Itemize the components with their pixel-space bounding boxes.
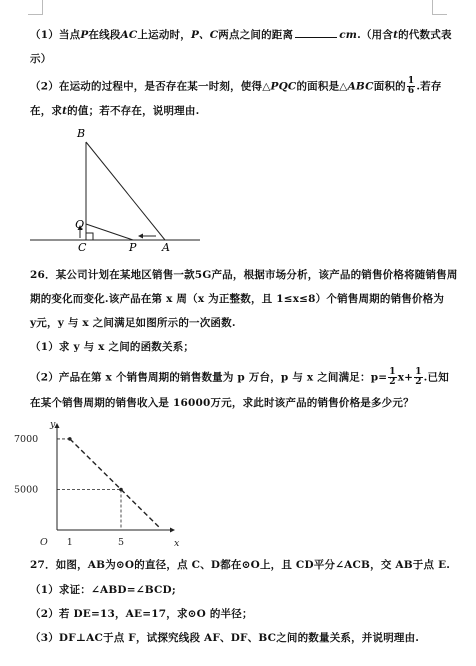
x-tick-label-1: 1 — [66, 537, 73, 548]
q27-part1: （1）求证：∠ABD=∠BCD; — [30, 584, 176, 596]
q26-part2-line: （2）产品在第 x 个销售周期的销售数量为 p 万台，p 与 x 之间满足：p= $\frac{1}{2}$ x+ $\frac{1}{2}$ .已知 — [30, 367, 449, 387]
page-corner-mark-right — [432, 0, 447, 15]
q26-line1: 26．某公司计划在某地区销售一款5G产品，根据市场分析，该产品的销售价格将随销售周 — [30, 269, 458, 281]
series-line — [70, 439, 160, 528]
p-arrow-head — [138, 234, 143, 239]
answer-blank[interactable] — [295, 27, 337, 38]
q27-part2: （2）若 DE=13，AE=17，求⊙O 的半径； — [30, 608, 253, 620]
formula-fraction-2: $\frac{1}{2}$ — [415, 367, 422, 387]
q25-part2-line: （2）在运动的过程中，是否存在某一时刻，使得△PQC的面积是△ABC面积的 $\frac{1}{6}$ .若存 — [30, 76, 442, 96]
x-tick-label-5: 5 — [118, 537, 125, 548]
fraction-one-sixth: $\frac{1}{6}$ — [407, 76, 415, 96]
label-q: Q — [75, 218, 85, 231]
origin-label: O — [40, 537, 48, 548]
q26-part2-line2: 在某个销售周期的销售收入是 16000万元，求此时该产品的销售价格是多少元？ — [30, 397, 414, 409]
triangle-figure — [0, 122, 476, 252]
x-axis-arrow — [170, 528, 175, 533]
q26-line2: 期的变化而变化.该产品在第 x 周（x 为正整数，且 1≤x≤8）个销售周期的销售价格为 — [30, 293, 445, 305]
label-a: A — [162, 241, 170, 252]
q25-part1-line2: 示） — [30, 53, 52, 65]
data-point-5 — [119, 488, 123, 492]
q25-part1-line: （1）当点P在线段AC上运动时，P、C两点之间的距离 cm.（用含t的代数式表 — [30, 29, 452, 41]
data-point-1 — [68, 437, 72, 441]
label-c: C — [78, 241, 87, 252]
right-angle-mark — [86, 233, 93, 240]
q26-line3: y元，y 与 x 之间满足如图所示的一次函数. — [30, 317, 236, 329]
label-p: P — [129, 241, 137, 252]
q26-part1: （1）求 y 与 x 之间的函数关系； — [30, 341, 195, 353]
page-corner-mark-left — [28, 0, 43, 15]
y-axis-label: y — [50, 419, 56, 430]
formula-fraction-1: $\frac{1}{2}$ — [389, 367, 396, 387]
label-b: B — [77, 127, 86, 140]
q27-line1: 27．如图，AB为⊙O的直径，点 C、D都在⊙O上，且 CD平分∠ACB，交 AB于点 E. — [30, 559, 451, 571]
y-tick-label-7000: 7000 — [14, 433, 39, 445]
q27-part3: （3）DF⊥AC于点 F，试探究线段 AF、DF、BC之间的数量关系，并说明理由. — [30, 632, 420, 644]
q25-part2-line2: 在，求t的值；若不存在，说明理由. — [30, 105, 200, 117]
y-tick-label-5000: 5000 — [14, 484, 39, 496]
side-ba — [86, 142, 165, 240]
line-chart — [0, 418, 476, 553]
x-axis-label: x — [174, 538, 180, 549]
